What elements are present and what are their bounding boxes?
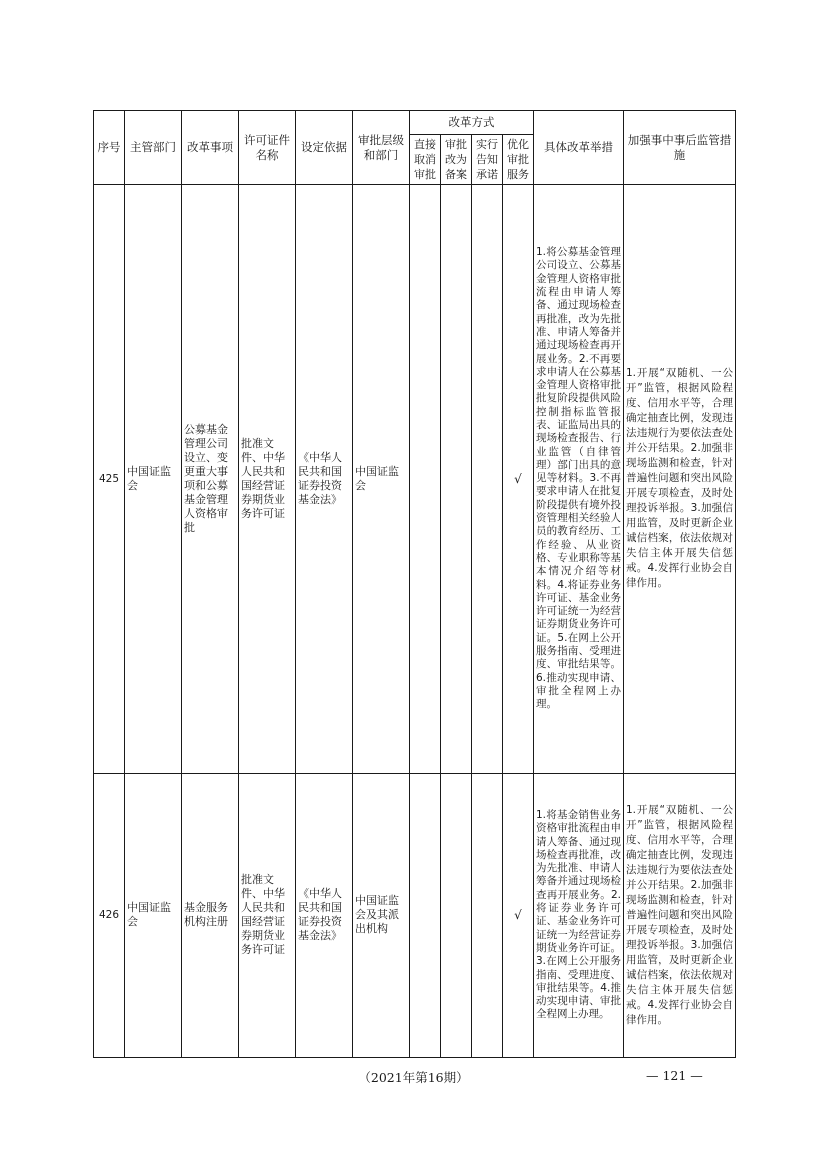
cell-method-cancel <box>410 185 441 774</box>
cell-dept: 中国证监会 <box>125 773 182 1057</box>
cell-method-notify <box>472 773 503 1057</box>
cell-seq: 425 <box>94 185 125 774</box>
header-seq: 序号 <box>94 111 125 185</box>
header-method-notify: 实行告知承诺 <box>472 135 503 185</box>
header-dept: 主管部门 <box>125 111 182 185</box>
page-number: — 121 — <box>646 1068 703 1083</box>
cell-method-notify <box>472 185 503 774</box>
cell-supervision: 1.开展“双随机、一公开”监管，根据风险程度、信用水平等，合理确定抽查比例，发现违法违规行为要依法查处并公开结果。2.加强非现场监测和检查，针对普遍性问题和突出风险开展专项检查，及时处理投诉举报。3.加强信用监管，及时更新企业诚信档案，依法依规对失信主体开展失信惩戒。4.发挥行业协会自律作用。 <box>624 185 736 774</box>
header-item: 改革事项 <box>182 111 239 185</box>
issue-number: （2021年第16期） <box>358 1070 469 1085</box>
header-method-filing: 审批改为备案 <box>441 135 472 185</box>
header-method-group: 改革方式 <box>410 111 534 135</box>
cell-supervision: 1.开展“双随机、一公开”监管，根据风险程度、信用水平等，合理确定抽查比例，发现违法违规行为要依法查处并公开结果。2.加强非现场监测和检查，针对普遍性问题和突出风险开展专项检查，及时处理投诉举报。3.加强信用监管，及时更新企业诚信档案，依法依规对失信主体开展失信惩戒。4.发挥行业协会自律作用。 <box>624 773 736 1057</box>
cell-method-optimize: √ <box>503 185 534 774</box>
cell-basis: 《中华人民共和国证券投资基金法》 <box>296 185 353 774</box>
cell-basis: 《中华人民共和国证券投资基金法》 <box>296 773 353 1057</box>
cell-license: 批准文件、中华人民共和国经营证券期货业务许可证 <box>239 185 296 774</box>
header-approval: 审批层级和部门 <box>353 111 410 185</box>
cell-item: 公募基金管理公司设立、变更重大事项和公募基金管理人资格审批 <box>182 185 239 774</box>
reform-table <box>93 110 736 1058</box>
table-row <box>94 773 736 1057</box>
cell-measures: 1.将基金销售业务资格审批流程由申请人筹备、通过现场检查再批准，改为先批准、申请人筹备并通过现场检查再开展业务。2.将证券业务许可证、基金业务许可证统一为经营证券期货业务许可证。3.在网上公开服务指南、受理进度、审批结果等。4.推动实现申请、审批全程网上办理。 <box>534 773 624 1057</box>
cell-method-filing <box>441 185 472 774</box>
header-basis: 设定依据 <box>296 111 353 185</box>
cell-dept: 中国证监会 <box>125 185 182 774</box>
table-row <box>94 185 736 774</box>
cell-approval: 中国证监会 <box>353 185 410 774</box>
header-measures: 具体改革举措 <box>534 111 624 185</box>
cell-approval: 中国证监会及其派出机构 <box>353 773 410 1057</box>
cell-measures: 1.将公募基金管理公司设立、公募基金管理人资格审批流程由申请人筹备、通过现场检查再批准，改为先批准、申请人筹备并通过现场检查再开展业务。2.不再要求申请人在公募基金管理人资格审批批复阶段提供风险控制指标监管报表、证监局出具的现场检查报告、行业监管（自律管理）部门出具的意见等材料。3.不再要求申请人在批复阶段提供有境外投资管理相关经验人员的教育经历、工作经验、从业资格、专业职称等基本情况介绍等材料。4.将证券业务许可证、基金业务许可证统一为经营证券期货业务许可证。5.在网上公开服务指南、受理进度、审批结果等。6.推动实现申请、审批全程网上办理。 <box>534 185 624 774</box>
cell-method-filing <box>441 773 472 1057</box>
cell-method-cancel <box>410 773 441 1057</box>
header-method-optimize: 优化审批服务 <box>503 135 534 185</box>
cell-item: 基金服务机构注册 <box>182 773 239 1057</box>
header-method-cancel: 直接取消审批 <box>410 135 441 185</box>
header-license: 许可证件名称 <box>239 111 296 185</box>
cell-license: 批准文件、中华人民共和国经营证券期货业务许可证 <box>239 773 296 1057</box>
header-supervision: 加强事中事后监管措施 <box>624 111 736 185</box>
cell-method-optimize: √ <box>503 773 534 1057</box>
cell-seq: 426 <box>94 773 125 1057</box>
